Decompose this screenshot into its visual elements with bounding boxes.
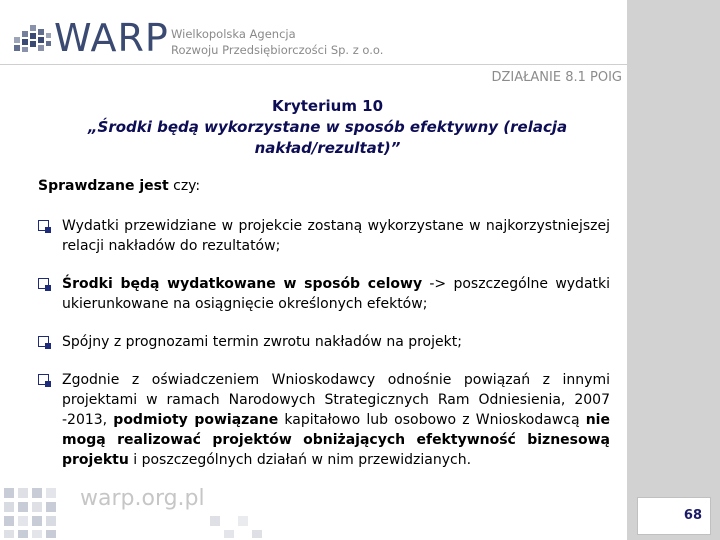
intro-bold: Sprawdzane jest [38, 178, 169, 194]
criterion-text: -> poszczególne wydatki ukierunkowane na osiągnięcie określonych efektów; [62, 276, 611, 312]
checkbox-bullet-icon [38, 374, 49, 385]
checkbox-bullet-icon [38, 220, 49, 231]
slide-title [35, 96, 620, 159]
checkbox-bullet-icon [38, 278, 49, 289]
footer-url: warp.org.pl [80, 486, 205, 511]
criterion-item-1 [38, 216, 610, 256]
brand-name: WARP [54, 16, 169, 60]
criterion-bold-part2: nie mogą realizować projektów obniżających efektywność biznesową projektu [62, 412, 610, 468]
criterion-text: Spójny z prognozami termin zwrotu nakładów na projekt; [62, 334, 462, 350]
criterion-text-part2: kapitałowo lub osobowo z Wnioskodawcą [278, 412, 586, 428]
title-line1: Kryterium 10 [271, 97, 384, 115]
intro-rest: czy: [168, 178, 201, 194]
brand-subtitle [171, 26, 411, 58]
criterion-item-3 [38, 332, 462, 352]
right-side-bar [627, 0, 720, 540]
header-divider [0, 64, 627, 65]
criterion-item-4 [38, 370, 610, 470]
criterion-text-part1: Zgodnie z oświadczeniem Wnioskodawcy odnośnie powiązań z innymi projektami w ramach Narodowych Strategicznych Ram Odniesienia, 2007 -2013, [62, 372, 610, 428]
logo-grid-icon [14, 23, 52, 53]
criterion-item-2 [38, 274, 610, 314]
measure-label: DZIAŁANIE 8.1 POIG [491, 70, 622, 85]
criterion-text-part3: i poszczególnych działań w nim przewidzianych. [128, 452, 472, 468]
brand-subtitle-line1: Wielkopolska Agencja [171, 27, 296, 41]
criterion-bold: Środki będą wydatkowane w sposób celowy [62, 276, 423, 292]
title-line2: „Środki będą wykorzystane w sposób efektywny (relacja nakład/rezultat)” [87, 118, 568, 157]
criterion-text: Wydatki przewidziane w projekcie zostaną wykorzystane w najkorzystniejszej relacji nakładów do rezultatów; [62, 218, 610, 254]
page-number: 68 [683, 508, 702, 523]
intro-text [38, 178, 200, 194]
page-number-box [637, 497, 711, 535]
checkbox-bullet-icon [38, 336, 49, 347]
criterion-bold-part1: podmioty powiązane [113, 412, 279, 428]
brand-subtitle-line2: Rozwoju Przedsiębiorczości Sp. z o.o. [171, 43, 384, 57]
